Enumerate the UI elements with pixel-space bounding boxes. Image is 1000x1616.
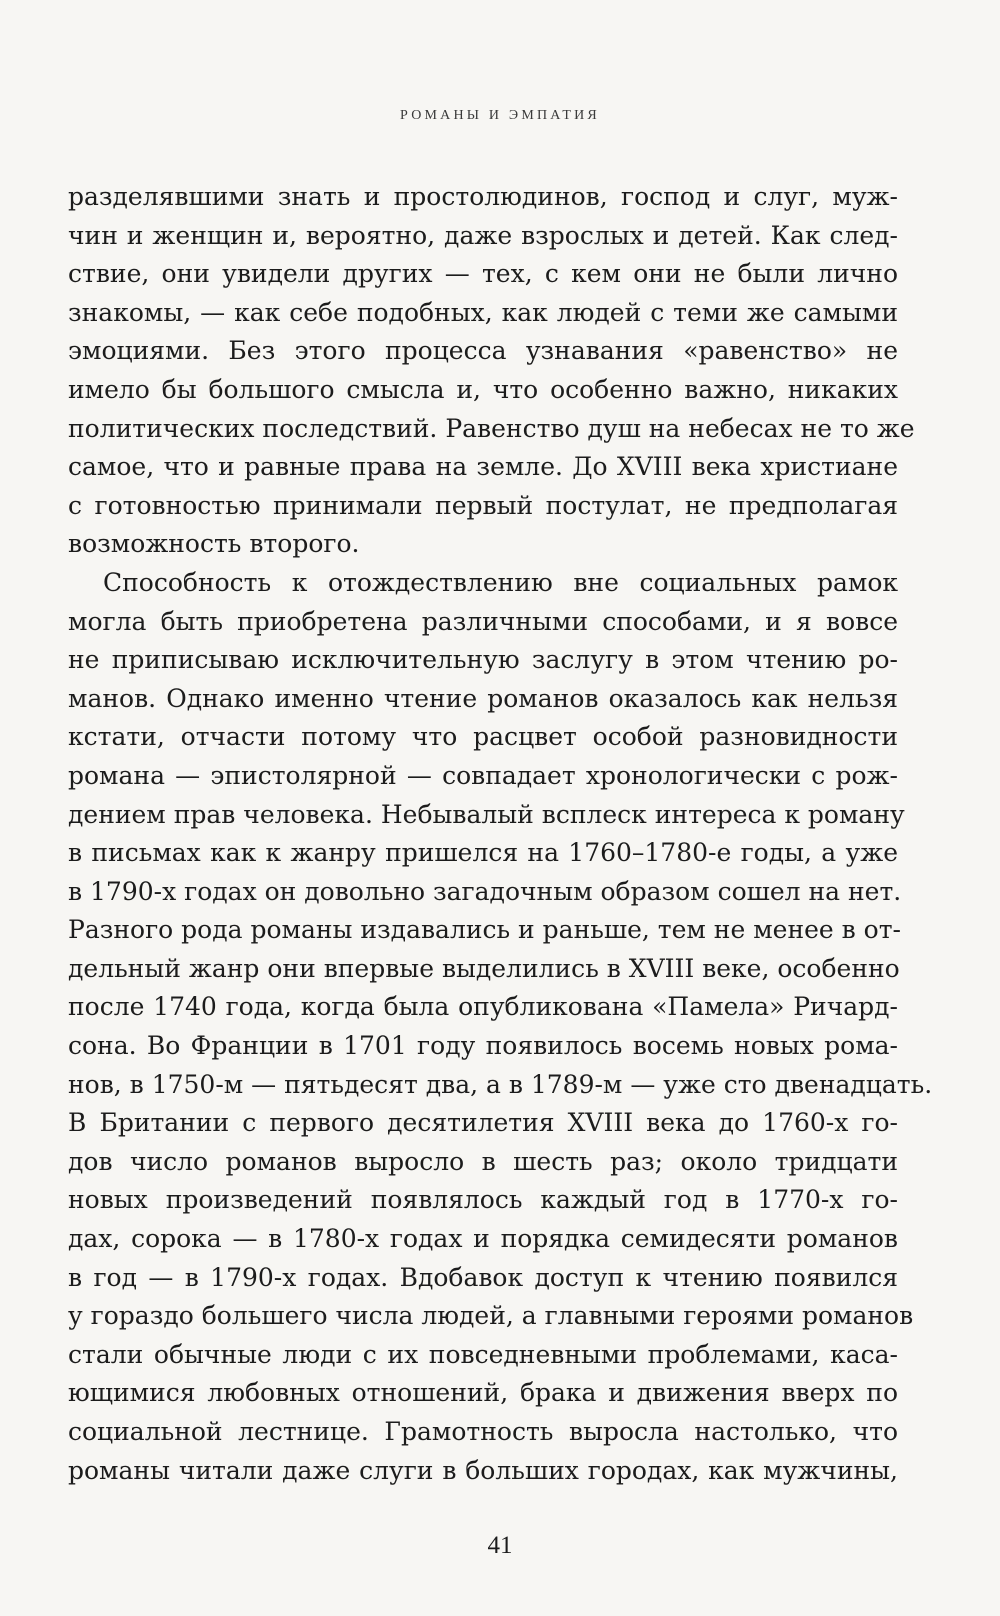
- text-line: самое, что и равные права на земле. До XVIII века христиане: [68, 452, 898, 482]
- text-line: эмоциями. Без этого процесса узнавания «равенство» не: [68, 336, 898, 366]
- text-line: сона. Во Франции в 1701 году появилось восемь новых рома-: [68, 1031, 898, 1061]
- text-line: ствие, они увидели других — тех, с кем они не были лично: [68, 259, 898, 289]
- text-line: в год — в 1790-х годах. Вдобавок доступ к чтению появился: [68, 1262, 898, 1292]
- text-line: с готовностью принимали первый постулат, не предполагая: [68, 490, 898, 520]
- text-line: дельный жанр они впервые выделились в XVIII веке, особенно: [68, 953, 900, 983]
- text-line: дением прав человека. Небывалый всплеск интереса к роману: [68, 799, 905, 829]
- text-line: кстати, отчасти потому что расцвет особой разновидности: [68, 722, 898, 752]
- text-line: В Британии с первого десятилетия XVIII века до 1760-х го-: [68, 1108, 898, 1138]
- text-line: социальной лестнице. Грамотность выросла настолько, что: [68, 1417, 898, 1446]
- text-line: имело бы большого смысла и, что особенно важно, никаких: [68, 374, 898, 404]
- text-line: Разного рода романы издавались и раньше, тем не менее в от-: [68, 915, 901, 945]
- paragraph-first-line: Способность к отождествлению вне социальных рамок: [103, 567, 898, 597]
- text-line: могла быть приобретена различными способами, и я вовсе: [68, 606, 898, 636]
- running-head: РОМАНЫ И ЭМПАТИЯ: [400, 108, 600, 123]
- text-line: возможность второго.: [68, 529, 360, 559]
- text-line: манов. Однако именно чтение романов оказалось как нельзя: [68, 683, 898, 713]
- text-line: не приписываю исключительную заслугу в этом чтению ро-: [68, 645, 898, 675]
- text-line: знакомы, — как себе подобных, как людей с теми же самыми: [68, 297, 898, 327]
- text-line: у гораздо большего числа людей, а главными героями романов: [68, 1301, 914, 1331]
- text-line: стали обычные люди с их повседневными проблемами, каса-: [68, 1339, 898, 1369]
- text-line: политических последствий. Равенство душ на небесах не то же: [68, 413, 915, 443]
- text-line: ющимися любовных отношений, брака и движения вверх по: [68, 1378, 898, 1408]
- text-line: романа — эпистолярной — совпадает хронологически с рож-: [68, 760, 898, 790]
- page-number: 41: [487, 1532, 513, 1559]
- text-line: разделявшими знать и простолюдинов, господ и слуг, муж-: [68, 182, 898, 211]
- text-line: после 1740 года, когда была опубликована «Памела» Ричард-: [68, 992, 898, 1022]
- text-line: дах, сорока — в 1780-х годах и порядка семидесяти романов: [68, 1224, 898, 1254]
- text-line: в 1790-х годах он довольно загадочным образом сошел на нет.: [68, 876, 902, 906]
- text-line: в письмах как к жанру пришелся на 1760–1780-е годы, а уже: [68, 838, 898, 868]
- text-line: нов, в 1750-м — пятьдесят два, а в 1789-м — уже сто двенадцать.: [68, 1069, 933, 1099]
- text-line: чин и женщин и, вероятно, даже взрослых и детей. Как след-: [68, 220, 898, 250]
- text-line: дов число романов выросло в шесть раз; около тридцати: [68, 1146, 898, 1176]
- text-line: романы читали даже слуги в больших городах, как мужчины,: [68, 1455, 898, 1485]
- body-text: [68, 178, 933, 1490]
- text-line: новых произведений появлялось каждый год в 1770-х го-: [68, 1185, 898, 1215]
